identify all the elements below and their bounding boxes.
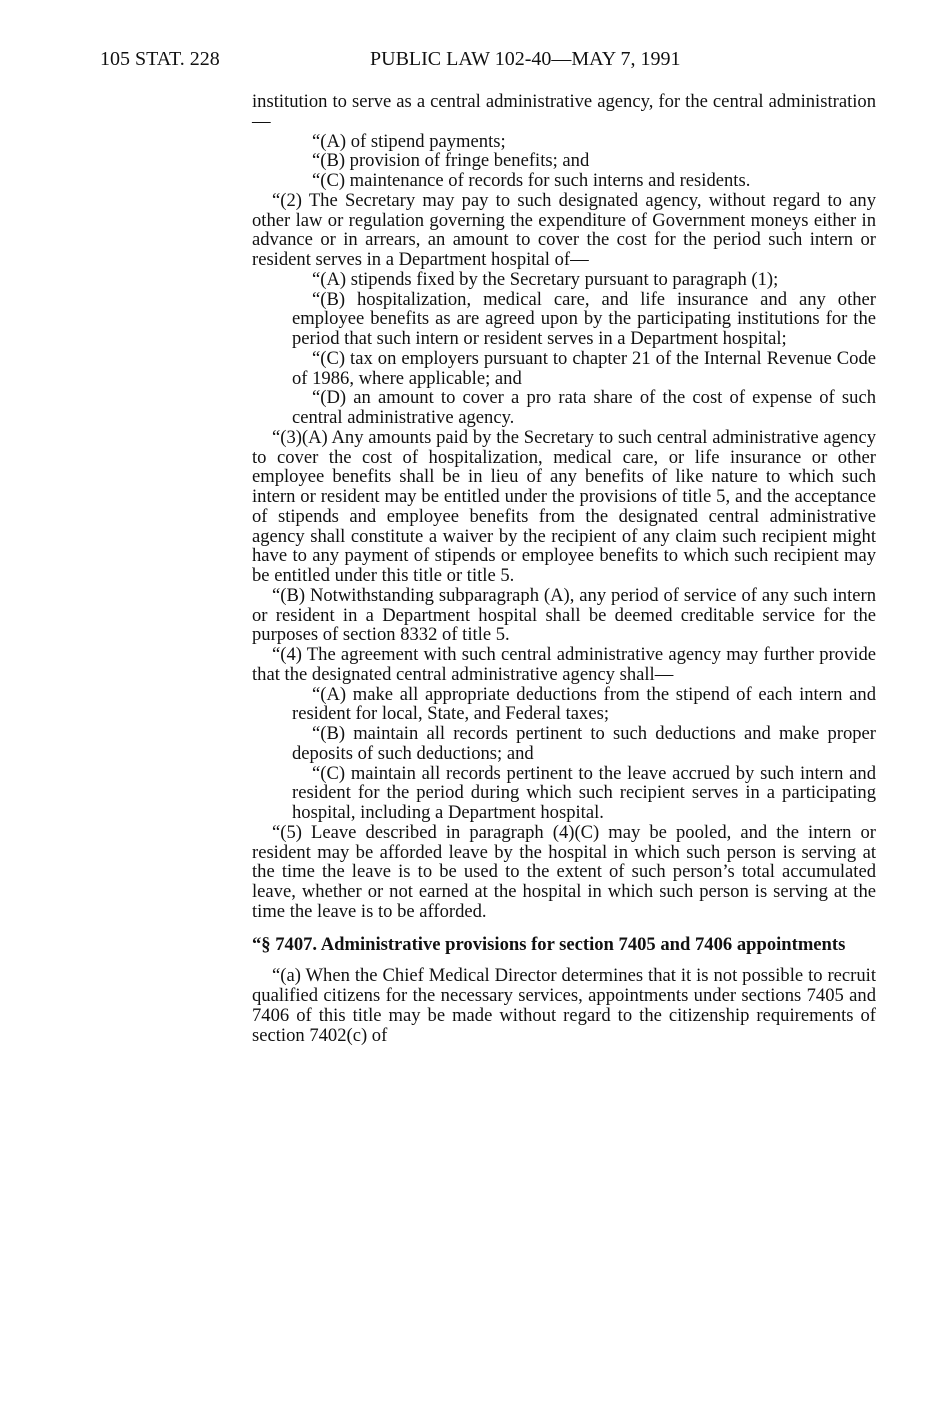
paragraph-3a: “(3)(A) Any amounts paid by the Secretary to such central administrative agency to cover the cost of hospitalization, medical care, or life insurance or other employee benefits shall be in lieu of any benefits of like nature to which such intern or resident may be entitled under the provisions of title 5, and the acceptance of stipends and employee benefits from the designated central administrative agency shall constitute a waiver by the recipient of any claim such recipient might have to any payment of stipends or employee benefits to which such recipient may be entitled under this title or title 5. (252, 426, 876, 586)
subparagraph-2d: “(D) an amount to cover a pro rata share of the cost of expense of such central administrative agency. (292, 387, 876, 428)
document-body (252, 92, 876, 1045)
subparagraph-2a: “(A) stipends fixed by the Secretary pursuant to paragraph (1); (312, 268, 779, 290)
paragraph-2: “(2) The Secretary may pay to such designated agency, without regard to any other law or regulation governing the expenditure of Government moneys either in advance or in arrears, an amount to cover the cost for the period such intern or resident serves in a Department hospital of— (252, 189, 876, 270)
paragraph-5: “(5) Leave described in paragraph (4)(C) may be pooled, and the intern or resident may be afforded leave by the hospital in which such person is serving at the time the leave is to be used to the extent of such person’s total accumulated leave, whether or not earned at the hospital in which such person is serving at the time the leave is to be afforded. (252, 821, 876, 922)
statute-page-reference: 105 STAT. 228 (100, 48, 220, 70)
subparagraph-4a: “(A) make all appropriate deductions from the stipend of each intern and resident for local, State, and Federal taxes; (292, 683, 876, 725)
subparagraph-1c: “(C) maintenance of records for such interns and residents. (312, 170, 751, 191)
subparagraph-1a: “(A) of stipend payments; (312, 130, 506, 152)
subparagraph-1b: “(B) provision of fringe benefits; and (312, 150, 590, 172)
section-heading-7407: “§ 7407. Administrative provisions for section 7405 and 7406 appointments (252, 933, 846, 955)
paragraph-4: “(4) The agreement with such central administrative agency may further provide that the designated central administrative agency shall— (252, 644, 876, 685)
paragraph-continuation: institution to serve as a central administrative agency, for the central administration— (252, 91, 876, 132)
subparagraph-4b: “(B) maintain all records pertinent to such deductions and make proper deposits of such deductions; and (292, 723, 876, 764)
subparagraph-2b: “(B) hospitalization, medical care, and life insurance and any other employee benefits as are agreed upon by the participating institutions for the period that such intern or resident serves in a Department hospital; (292, 288, 876, 349)
public-law-title: PUBLIC LAW 102-40—MAY 7, 1991 (370, 48, 681, 70)
paragraph-3b: “(B) Notwithstanding subparagraph (A), any period of service of any such intern or resident in a Department hospital shall be deemed creditable service for the purposes of section 8332 of title 5. (252, 584, 876, 646)
section-7407-subsection-a: “(a) When the Chief Medical Director determines that it is not possible to recruit qualified citizens for the necessary services, appointments under sections 7405 and 7406 of this title may be made without regard to the citizenship requirements of section 7402(c) of (252, 965, 876, 1046)
page-header (100, 44, 860, 74)
subparagraph-2c: “(C) tax on employers pursuant to chapter 21 of the Internal Revenue Code of 1986, where applicable; and (292, 347, 876, 389)
subparagraph-4c: “(C) maintain all records pertinent to the leave accrued by such intern and resident for the period during which such recipient serves in a participating hospital, including a Department hospital. (292, 762, 876, 823)
